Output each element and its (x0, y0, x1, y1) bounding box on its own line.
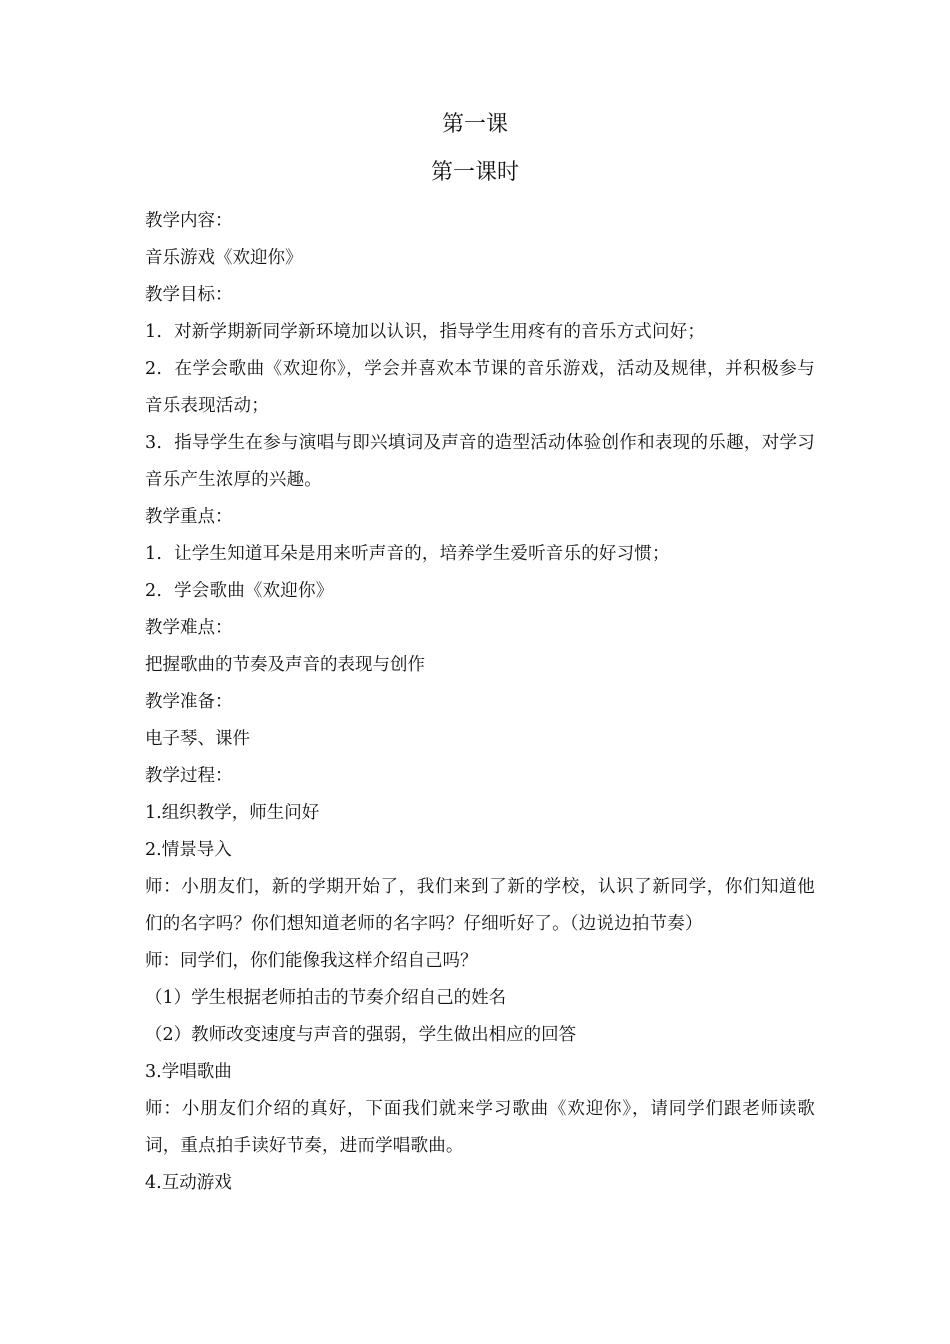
process-step-1: 1.组织教学，师生问好 (145, 803, 320, 823)
process-step-2: 2.情景导入 (145, 840, 232, 860)
goals-label: 教学目标： (145, 285, 233, 305)
goal-number: 1. (145, 322, 163, 342)
teacher-dialog-1: 师：小朋友们，新的学期开始了，我们来到了新的学校，认识了新同学，你们知道他们的名字吗？你们想知道老师的名字吗？仔细听好了。（边说边拍节奏） (145, 877, 815, 934)
goal-item-2 (145, 351, 815, 425)
lesson-title: 第一课 (441, 112, 508, 137)
process-step-3: 3.学唱歌曲 (145, 1062, 232, 1082)
period-title: 第一课时 (430, 160, 519, 185)
goal-text: 对新学期新同学新环境加以认识，指导学生用疼有的音乐方式问好； (174, 322, 706, 342)
key-item-1 (145, 536, 815, 573)
key-text: 让学生知道耳朵是用来听声音的，培养学生爱听音乐的好习惯； (174, 544, 670, 564)
prep-text: 电子琴、课件 (145, 729, 250, 749)
process-label: 教学过程： (145, 766, 233, 786)
content-text: 音乐游戏《欢迎你》 (145, 248, 303, 268)
goal-number: 2. (145, 359, 163, 379)
teacher-dialog-2: 师：同学们，你们能像我这样介绍自己吗？ (145, 951, 478, 971)
process-step-4: 4.互动游戏 (145, 1173, 232, 1193)
process-sub-2: （2）教师改变速度与声音的强弱，学生做出相应的回答 (145, 1025, 577, 1045)
key-number: 2. (145, 581, 163, 601)
prep-label: 教学准备： (145, 692, 233, 712)
goal-text: 指导学生在参与演唱与即兴填词及声音的造型活动体验创作和表现的乐趣，对学习音乐产生浓厚的兴趣。 (145, 433, 815, 490)
goal-text: 在学会歌曲《欢迎你》，学会并喜欢本节课的音乐游戏，活动及规律，并积极参与音乐表现活动； (145, 359, 815, 416)
teacher-dialog-3: 师：小朋友们介绍的真好，下面我们就来学习歌曲《欢迎你》，请同学们跟老师读歌词，重点拍手读好节奏，进而学唱歌曲。 (145, 1099, 815, 1156)
process-sub-1: （1）学生根据老师拍击的节奏介绍自己的姓名 (145, 988, 507, 1008)
goal-item-1 (145, 314, 815, 351)
key-label: 教学重点： (145, 507, 233, 527)
key-item-2 (145, 573, 815, 610)
goal-number: 3. (145, 433, 163, 453)
document-body (145, 203, 815, 1202)
difficulty-text: 把握歌曲的节奏及声音的表现与创作 (145, 655, 425, 675)
key-text: 学会歌曲《欢迎你》 (174, 581, 334, 601)
content-label: 教学内容： (145, 211, 233, 231)
key-number: 1. (145, 544, 163, 564)
goal-item-3 (145, 425, 815, 499)
difficulty-label: 教学难点： (145, 618, 233, 638)
